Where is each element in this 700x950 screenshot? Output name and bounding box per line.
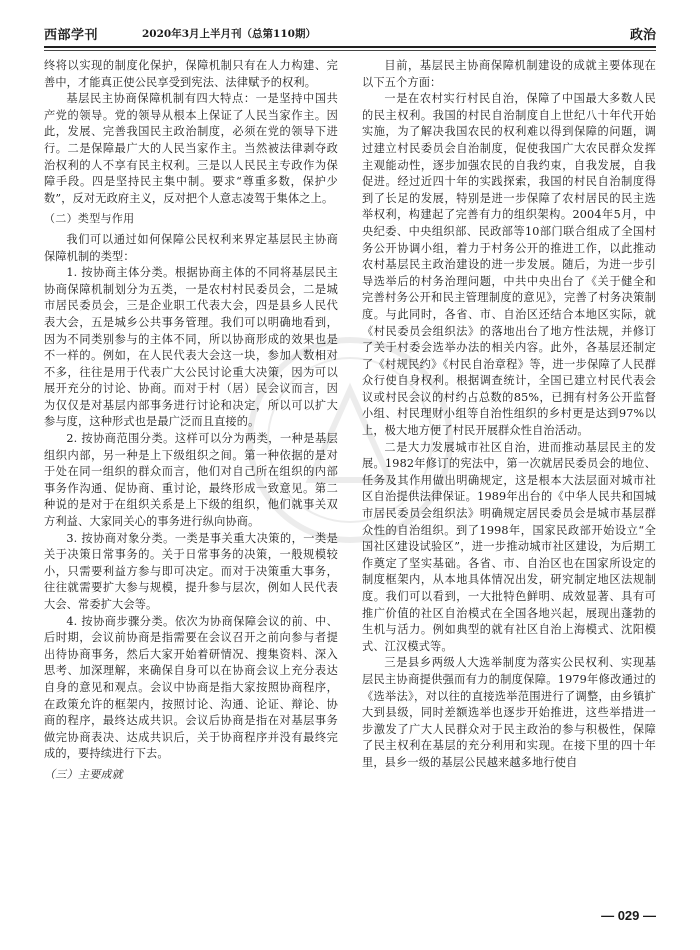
- page-header: [44, 22, 656, 44]
- paragraph-type-subject: 1. 按协商主体分类。根据协商主体的不同将基层民主协商保障机制划分为五类，一是农村村民委员会，二是城市居民委员会，三是企业职工代表大会，四是县乡人民代表大会，五是城乡公共事务管理。我们可以明确地看到，因为不同类别参与的主体不同，所以协商形成的效果也是不一样的。例如，在人民代表大会这一块，参加人数相对不多，往往是用于代表广大公民讨论重大决策，因为可以展开充分的讨论、协商。而对于村（居）民会议而言，因为仅仅是对基层内部事务进行讨论和决定，所以可以扩大参与度，这种形式也是最广泛而且直接的。: [44, 266, 338, 429]
- paragraph-type-scope: 2. 按协商范围分类。这样可以分为两类，一种是基层组织内部，另一种是上下级组织之间。第一种依据的是对于处在同一组织的群众而言，他们对自己所在组织的内部事务作沟通、促协商、重讨论，最终形成一致意见。第二种说的是对于在组织关系是上下级的组织，他们就事关双方利益、大家同关心的事务进行纵向协商。: [44, 432, 338, 529]
- paragraph-continued: 终将以实现的制度化保护，保障机制只有在人力构建、完善中，才能真正使公民享受到宪法、法律赋予的权利。: [44, 59, 338, 89]
- right-column: [362, 58, 656, 772]
- paragraph-type-object: 3. 按协商对象分类。一类是事关重大决策的，一类是关于决策日常事务的。关于日常事务的决策，一般规模较小，只需要利益方参与即可决定。而对于决策重大事务，往往就需要扩大参与规模，提升参与层次，例如人民代表大会、常委扩大会等。: [44, 531, 338, 611]
- paragraph-election-system: 三是县乡两级人大选举制度为落实公民权利、实现基层民主协商提供强而有力的制度保障。1979年修改通过的《选举法》，对以往的直接选举范围进行了调整，由乡镇扩大到县级，同时差额选举也逐步开始推进，这些举措进一步激发了广大人民群众对于民主政治的参与积极性，保障了民主权利在基层的充分利用和实现。在接下里的四十年里，县乡一级的基层公民越来越多地行使自: [362, 656, 656, 769]
- paragraph-achievements-intro: 目前，基层民主协商保障机制建设的成就主要体现在以下五个方面：: [362, 59, 656, 89]
- paragraph-features: 基层民主协商保障机制有四大特点：一是坚持中国共产党的领导。党的领导从根本上保证了人民当家作主。因此，发展、完善我国民主政治制度，必须在党的领导下进行。二是保障最广大的人民当家作主。当然被法律剥夺政治权利的人不享有民主权利。三是以人民民主专政作为保障手段。四是坚持民主集中制。要求“尊重多数，保护少数”，反对无政府主义，反对把个人意志凌驾于集体之上。: [44, 92, 338, 205]
- header-rule-thick: [44, 46, 656, 48]
- paragraph-type-steps: 4. 按协商步骤分类。依次为协商保障会议的前、中、后时期，会议前协商是指需要在会议召开之前向参与者提出待协商事务，然后大家开始着研情况、搜集资料、深入思考、加深理解，来确保自身可以在协商会议上充分表达自身的意见和观点。会议中协商是指大家按照协商程序，在政策允许的框架内，按照讨论、沟通、论证、辩论、协商的程序，最终达成共识。会议后协商是指在对基层事务做完协商表决、达成共识后，关于协商程序并没有最终完成的，要持续进行下去。: [44, 614, 338, 761]
- page-number: — 029 —: [601, 908, 656, 923]
- paragraph-community-autonomy: 二是大力发展城市社区自治，进而推动基层民主的发展。1982年修订的宪法中，第一次就居民委员会的地位、任务及其作用做出明确规定，这是根本大法层面对城市社区自治提供法律保证。1989年出台的《中华人民共和国城市居民委员会组织法》明确规定居民委员会是城市基层群众性的自治组织。到了1998年，国家民政部开始设立“全国社区建设试验区”，进一步推动城市社区建设，为后期工作奠定了坚实基础。各省、市、自治区也在国家所设定的制度框架内，从本地具体情况出发，研究制定地区法规制度。我们可以看到，一大批特色鲜明、成效显著、具有可推广价值的社区自治模式在全国各地兴起，展现出蓬勃的生机与活力。例如典型的就有社区自治上海模式、沈阳模式、江汉模式等。: [362, 440, 656, 653]
- header-rule-thin: [44, 50, 656, 51]
- paragraph-types-intro: 我们可以通过如何保障公民权利来界定基层民主协商保障机制的类型：: [44, 232, 338, 263]
- section-label: 政治: [629, 28, 656, 43]
- paragraph-village-autonomy: 一是在农村实行村民自治，保障了中国最大多数人民的民主权利。我国的村民自治制度自上世纪八十年代开始实施，为了解决我国农民的权利难以得到保障的问题，调过建立村民委员会自治制度，促使我国广大农民群众发挥主观能动性，逐步加强农民的自我约束，自我发展，自我促进。经过近四十年的实践探索，我国的村民自治制度得到了长足的发展，特别是进一步保障了农村居民的民主选举权利，构建起了完善有力的组织架构。2004年5月，中央纪委、中央组织部、民政部等10部门联合组成了全国村务公开协调小组，着力于村务公开的推进工作，以此推动农村基层民主政治建设的进一步发展。随后，为进一步引导选举后的村务治理问题，中共中央出台了《关于健全和完善村务公开和民主管理制度的意见》，完善了村务决策制度。与此同时，各省、市、自治区还结合本地区实际，就《村民委员会组织法》的落地出台了地方性法规，并修订了关于村委会选举办法的相关内容。此外，各基层还制定了《村规民约》《村民自治章程》等，进一步保障了人民群众行使自身权利。根据调查统计，全国已建立村民代表会议或村民会议的村约占总数的85%，已拥有村务公开监督小组、村民理财小组等自治性组织的乡村更是达到97%以上，极大地方便了村民开展群众性自治活动。: [362, 92, 656, 438]
- section-heading-types: （二）类型与作用: [44, 212, 135, 226]
- left-column: [44, 58, 338, 788]
- journal-name: 西部学刊: [44, 28, 99, 43]
- section-heading-achievements: （三）主要成就: [44, 767, 124, 781]
- issue-info: 2020年3月上半月刊（总第110期）: [142, 28, 316, 40]
